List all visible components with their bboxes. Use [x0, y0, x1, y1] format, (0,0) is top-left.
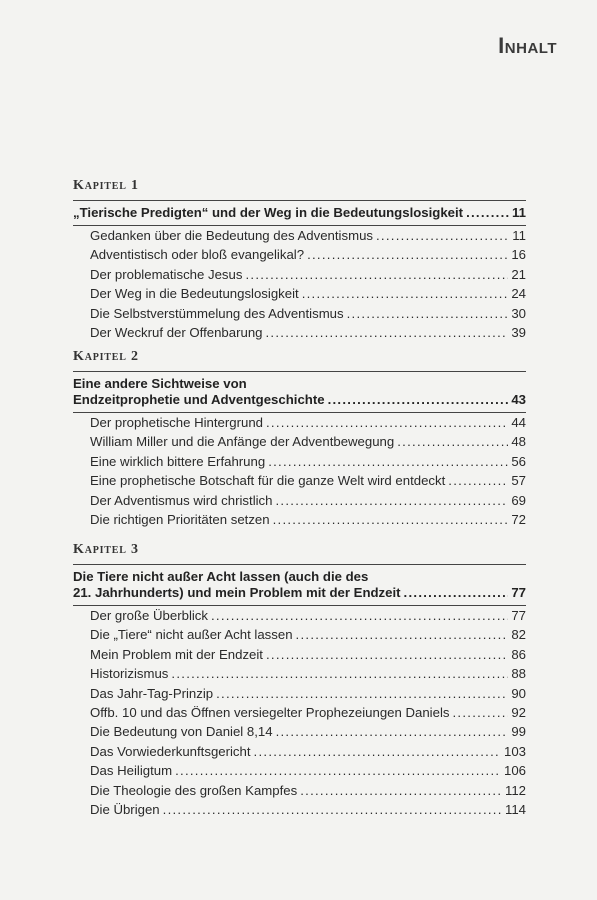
entry-page-number: 77 — [511, 608, 526, 623]
toc-entry[interactable] — [90, 226, 526, 245]
entry-title: Das Jahr-Tag-Prinzip — [90, 685, 214, 701]
entry-title: Die Theologie des großen Kampfes — [90, 782, 298, 798]
entry-title: Der Adventismus wird christlich — [90, 492, 273, 508]
entry-page-number: 24 — [511, 286, 526, 302]
dot-leader — [347, 304, 509, 323]
toc-entry[interactable] — [90, 510, 526, 529]
entry-page-number: 11 — [512, 228, 526, 243]
toc-entry[interactable] — [90, 781, 526, 800]
entry-title: Mein Problem mit der Endzeit — [90, 646, 263, 662]
entry-page-number: 88 — [511, 666, 526, 682]
toc-entry[interactable] — [90, 645, 526, 664]
entry-page-number: 106 — [503, 763, 526, 779]
chapter-heading[interactable] — [73, 564, 526, 606]
toc-entry[interactable] — [90, 413, 526, 432]
dot-leader — [211, 606, 508, 625]
dot-leader — [171, 664, 508, 683]
chapter-section — [73, 542, 526, 819]
toc-entry[interactable] — [90, 684, 526, 703]
entry-title: Das Heiligtum — [90, 763, 173, 779]
dot-leader — [328, 392, 509, 408]
dot-leader — [163, 800, 502, 819]
entry-title: Der Weckruf der Offenbarung — [90, 325, 263, 341]
entry-page-number: 44 — [511, 415, 526, 430]
entry-title: Die Übrigen — [90, 802, 160, 818]
entry-page-number: 72 — [511, 512, 526, 528]
toc-entry[interactable] — [90, 265, 526, 284]
entry-page-number: 57 — [511, 473, 526, 489]
entry-title: Die Bedeutung von Daniel 8,14 — [90, 724, 273, 740]
entry-page-number: 86 — [511, 646, 526, 662]
entry-title: Der problematische Jesus — [90, 266, 243, 282]
entry-list — [73, 226, 526, 342]
chapter-title: „Tierische Predigten“ und der Weg in die Bedeutungslosigkeit — [73, 205, 464, 220]
chapter-heading-line: Eine andere Sichtweise von — [73, 376, 247, 391]
dot-leader — [266, 323, 509, 342]
entry-title: Der Weg in die Bedeutungslosigkeit — [90, 286, 299, 302]
toc-entry[interactable] — [90, 625, 526, 644]
toc-entry[interactable] — [90, 452, 526, 471]
chapter-heading[interactable] — [73, 371, 526, 413]
entry-title: Eine wirklich bittere Erfahrung — [90, 453, 266, 469]
entry-list — [73, 606, 526, 819]
entry-title: Die „Tiere“ nicht außer Acht lassen — [90, 627, 293, 643]
toc-entry[interactable] — [90, 800, 526, 819]
dot-leader — [266, 413, 508, 432]
chapter-section — [73, 349, 526, 529]
entry-page-number: 48 — [511, 434, 526, 450]
toc-entry[interactable] — [90, 491, 526, 510]
chapter-title: Endzeitprophetie und Adventgeschichte — [73, 392, 325, 407]
toc-entry[interactable] — [90, 664, 526, 683]
toc-entry[interactable] — [90, 606, 526, 625]
entry-page-number: 69 — [511, 492, 526, 508]
entry-page-number: 21 — [511, 266, 526, 282]
entry-title: Offb. 10 und das Öffnen versiegelter Prophezeiungen Daniels — [90, 705, 450, 721]
entry-title: Die richtigen Prioritäten setzen — [90, 512, 270, 528]
entry-title: Adventistisch oder bloß evangelikal? — [90, 247, 305, 263]
toc-entry[interactable] — [90, 323, 526, 342]
dot-leader — [175, 761, 501, 780]
toc-entry[interactable] — [90, 471, 526, 490]
dot-leader — [245, 265, 508, 284]
entry-title: Gedanken über die Bedeutung des Adventismus — [90, 228, 373, 243]
toc-entry[interactable] — [90, 761, 526, 780]
toc-entry[interactable] — [90, 245, 526, 264]
toc-entry[interactable] — [90, 284, 526, 303]
entry-page-number: 99 — [511, 724, 526, 740]
entry-title: Historizismus — [90, 666, 169, 682]
entry-page-number: 39 — [511, 325, 526, 341]
dot-leader — [273, 510, 509, 529]
dot-leader — [296, 625, 509, 644]
dot-leader — [397, 432, 508, 451]
dot-leader — [452, 703, 508, 722]
entry-page-number: 90 — [511, 685, 526, 701]
toc-entry[interactable] — [90, 432, 526, 451]
entry-page-number: 82 — [511, 627, 526, 643]
chapter-label: Kapitel 2 — [73, 349, 139, 364]
dot-leader — [448, 471, 508, 490]
page-title: Inhalt — [498, 33, 557, 58]
entry-title: Der prophetische Hintergrund — [90, 415, 263, 430]
toc-entry[interactable] — [90, 703, 526, 722]
entry-page-number: 103 — [503, 743, 526, 759]
toc-entry[interactable] — [90, 722, 526, 741]
chapter-heading-line: Die Tiere nicht außer Acht lassen (auch die des — [73, 569, 369, 584]
chapter-heading-line — [73, 392, 526, 408]
entry-page-number: 30 — [511, 305, 526, 321]
entry-page-number: 92 — [511, 705, 526, 721]
chapter-title: 21. Jahrhunderts) und mein Problem mit der Endzeit — [73, 585, 401, 600]
dot-leader — [216, 684, 508, 703]
chapter-label: Kapitel 3 — [73, 542, 139, 557]
dot-leader — [404, 585, 509, 601]
entry-page-number: 16 — [511, 247, 526, 263]
dot-leader — [307, 245, 508, 264]
chapter-label: Kapitel 1 — [73, 178, 139, 193]
chapter-heading-line — [73, 205, 526, 221]
toc-entry[interactable] — [90, 304, 526, 323]
dot-leader — [266, 645, 508, 664]
entry-title: Der große Überblick — [90, 608, 208, 623]
entry-page-number: 56 — [511, 453, 526, 469]
chapter-page-number: 77 — [511, 585, 526, 600]
toc-entry[interactable] — [90, 742, 526, 761]
entry-title: Das Vorwiederkunftsgericht — [90, 743, 251, 759]
chapter-page-number: 11 — [512, 205, 526, 220]
dot-leader — [275, 491, 508, 510]
dot-leader — [254, 742, 501, 761]
entry-page-number: 114 — [504, 802, 526, 818]
chapter-heading-line — [73, 585, 526, 601]
dot-leader — [268, 452, 508, 471]
entry-list — [73, 413, 526, 529]
chapter-page-number: 43 — [511, 392, 526, 407]
chapter-heading[interactable] — [73, 200, 526, 226]
dot-leader — [466, 205, 509, 221]
dot-leader — [302, 284, 509, 303]
dot-leader — [276, 722, 509, 741]
entry-title: Die Selbstverstümmelung des Adventismus — [90, 305, 344, 321]
entry-page-number: 112 — [504, 782, 526, 798]
entry-title: William Miller und die Anfänge der Adventbewegung — [90, 434, 395, 450]
entry-title: Eine prophetische Botschaft für die ganze Welt wird entdeckt — [90, 473, 446, 489]
dot-leader — [300, 781, 502, 800]
dot-leader — [376, 226, 509, 245]
chapter-section — [73, 178, 526, 342]
